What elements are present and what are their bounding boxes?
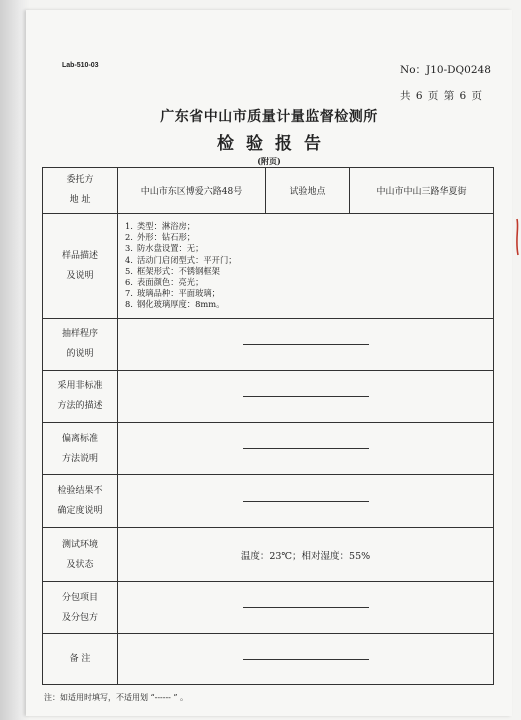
sample-item: 3. 防水盘设置：无； [125, 243, 204, 254]
sample-item: 4. 活动门启闭型式：平开门； [125, 254, 237, 265]
sampling-label: 抽样程序 的说明 [43, 318, 118, 370]
environment-row [43, 528, 494, 582]
page-info: 共 6 页 第 6 页 [400, 90, 484, 102]
sample-description [118, 213, 494, 318]
sample-item: 5. 框架形式：不锈钢框架 [125, 265, 220, 276]
sample-item: 7. 玻璃品种：平面玻璃； [125, 288, 220, 299]
client-label: 委托方 地 址 [43, 168, 118, 214]
report-title: 检验报告 [217, 134, 333, 154]
not-applicable-dash [243, 606, 369, 608]
report-table [42, 167, 494, 685]
test-site-label: 试验地点 [266, 168, 350, 214]
not-applicable-dash [243, 343, 369, 345]
lab-code: Lab-510-03 [62, 62, 99, 69]
red-pen-mark [514, 217, 520, 257]
remarks-label: 备 注 [43, 634, 118, 685]
environment-value: 温度：23℃；相对湿度：55% [118, 528, 494, 582]
subcontract-value [118, 582, 494, 634]
sample-item: 6. 表面颜色：亮光； [125, 276, 204, 287]
client-address: 中山市东区博爱六路48号 [118, 168, 266, 214]
report-page [26, 10, 512, 716]
sampling-row [43, 318, 494, 370]
uncertainty-label: 检验结果不 确定度说明 [43, 475, 118, 528]
not-applicable-dash [243, 395, 369, 397]
report-subtitle: (附页) [257, 156, 281, 166]
test-site-value: 中山市中山三路华夏街 [350, 168, 494, 214]
deviation-value [118, 423, 494, 475]
uncertainty-row [43, 475, 494, 528]
sample-item: 8. 钢化玻璃厚度：8mm。 [125, 299, 225, 310]
deviation-label: 偏离标准 方法说明 [43, 423, 118, 475]
organization-name: 广东省中山市质量计量监督检测所 [160, 109, 378, 125]
nonstandard-label: 采用非标准 方法的描述 [43, 370, 118, 423]
deviation-row [43, 423, 494, 475]
subcontract-row [43, 582, 494, 634]
nonstandard-row [43, 370, 494, 423]
sampling-value [118, 318, 494, 370]
sample-label: 样品描述 及说明 [43, 213, 118, 318]
nonstandard-value [118, 370, 494, 423]
footer-note: 注：如适用时填写，不适用划 “------ ” 。 [44, 693, 189, 702]
sample-item: 1. 类型：淋浴房； [125, 220, 196, 231]
sample-item: 2. 外形：钻石形； [125, 232, 196, 243]
remarks-value [118, 634, 494, 685]
report-number: No：J10-DQ0248 [400, 64, 491, 76]
environment-label: 测试环境 及状态 [43, 528, 118, 582]
remarks-row [43, 634, 494, 685]
subcontract-label: 分包项目 及分包方 [43, 582, 118, 634]
uncertainty-value [118, 475, 494, 528]
client-row [43, 168, 494, 214]
not-applicable-dash [243, 447, 369, 449]
not-applicable-dash [243, 500, 369, 502]
not-applicable-dash [243, 658, 369, 660]
sample-row [43, 213, 494, 318]
